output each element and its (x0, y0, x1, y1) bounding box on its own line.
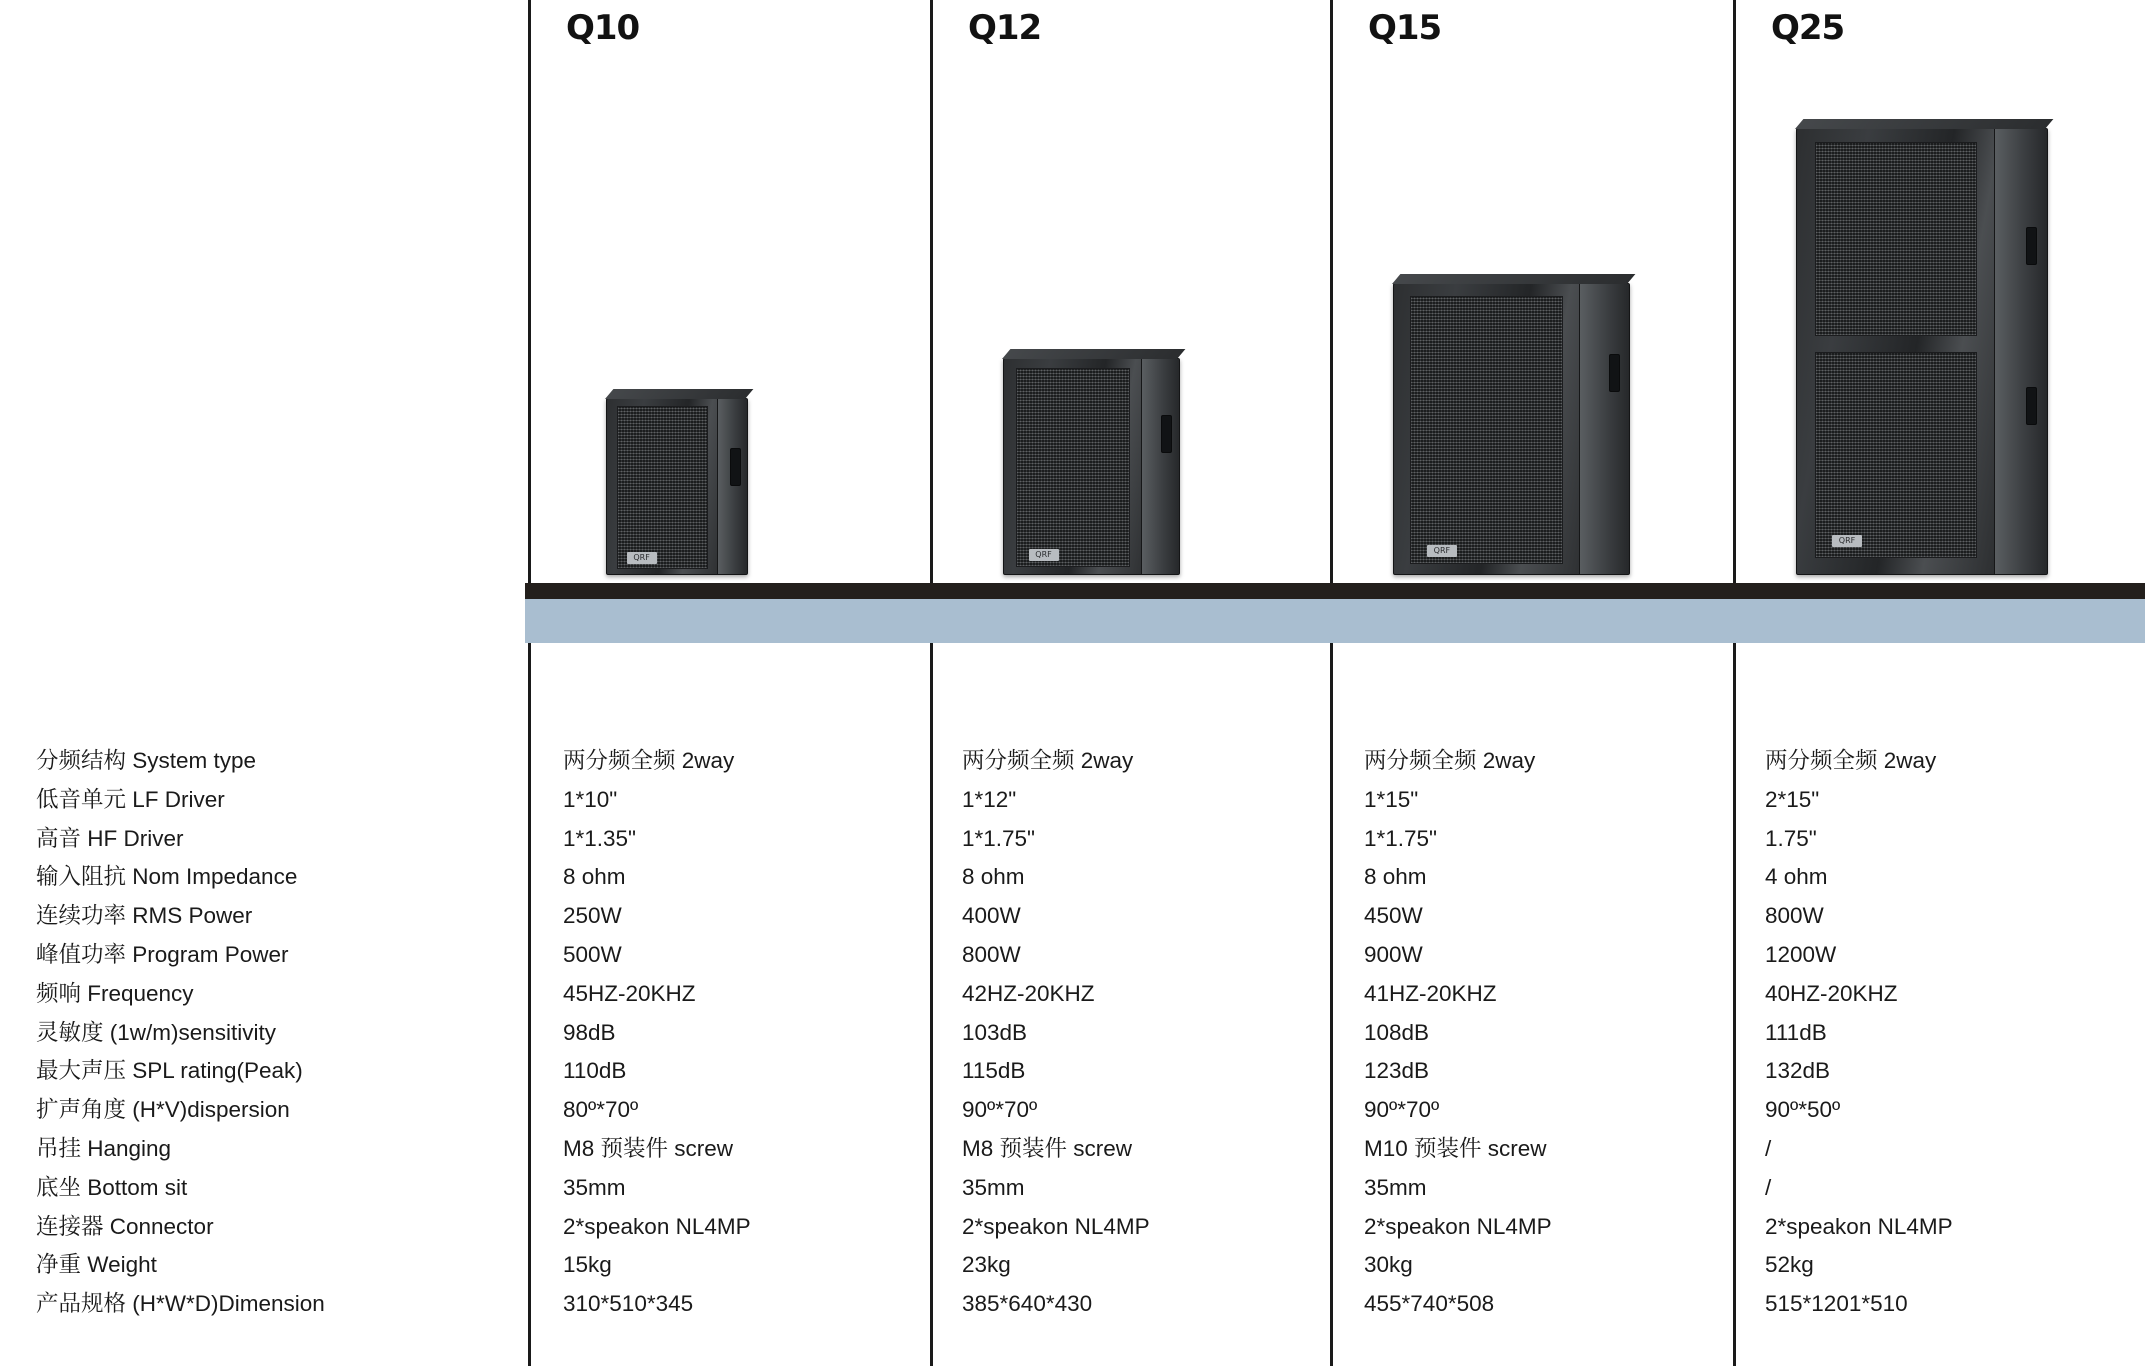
spec-value: 1*10" (563, 786, 618, 812)
spec-value: 1*1.75" (962, 825, 1036, 851)
spec-value: 4 ohm (1765, 864, 1828, 890)
spec-value: 2*15" (1765, 786, 1820, 812)
spec-value: 455*740*508 (1364, 1291, 1495, 1317)
spec-value: M8 预装件 screw (563, 1135, 734, 1161)
spec-value: 1*1.75" (1364, 825, 1438, 851)
spec-label: 扩声角度 (H*V)dispersion (36, 1097, 290, 1123)
product-column-q10 (531, 0, 930, 583)
spec-label: 最大声压 SPL rating(Peak) (36, 1058, 303, 1084)
speaker-cabinet (606, 398, 748, 575)
spec-label: 灵敏度 (1w/m)sensitivity (36, 1019, 277, 1045)
speaker-handle-lower (2026, 387, 2037, 425)
speaker-handle (730, 448, 741, 486)
spec-value-column-q10 (563, 742, 923, 1324)
spec-value: M10 预装件 screw (1364, 1135, 1547, 1161)
spec-label: 产品规格 (H*W*D)Dimension (36, 1291, 325, 1317)
product-column-q15 (1333, 0, 1733, 583)
brand-logo: QRF (1029, 549, 1059, 561)
spec-value: 80º*70º (563, 1097, 639, 1123)
speaker-illustration-q15 (1393, 283, 1628, 573)
model-name-q15: Q15 (1368, 8, 1442, 48)
spec-value-column-q25 (1765, 742, 2135, 1324)
spec-value: 250W (563, 903, 622, 929)
spec-label: 底坐 Bottom sit (36, 1174, 188, 1200)
spec-label: 连接器 Connector (36, 1213, 214, 1239)
brand-logo: QRF (1832, 535, 1862, 547)
spec-value: 1200W (1765, 941, 1837, 967)
product-column-q12 (933, 0, 1330, 583)
speaker-handle-upper (2026, 227, 2037, 265)
dark-divider-bar (525, 583, 2145, 599)
spec-label: 吊挂 Hanging (36, 1135, 172, 1161)
spec-value: 2*speakon NL4MP (1364, 1213, 1552, 1239)
speaker-top-face (1795, 119, 2053, 129)
speaker-side-panel (1994, 129, 2048, 574)
model-name-q10: Q10 (566, 8, 640, 48)
spec-label: 峰值功率 Program Power (36, 941, 289, 967)
spec-value: 515*1201*510 (1765, 1291, 1908, 1317)
brand-logo: QRF (1427, 545, 1457, 557)
speaker-side-panel (1579, 284, 1629, 574)
product-image-q25 (1736, 63, 2145, 583)
spec-value: 90º*70º (962, 1097, 1038, 1123)
product-column-q25 (1736, 0, 2145, 583)
speaker-grille (1016, 368, 1130, 568)
speaker-cabinet (1393, 283, 1630, 575)
spec-value: 110dB (563, 1058, 627, 1084)
speaker-handle (1609, 354, 1620, 392)
speaker-top-face (1002, 349, 1185, 359)
spec-value: 385*640*430 (962, 1291, 1093, 1317)
product-image-q15 (1333, 63, 1733, 583)
spec-value: 两分频全频 2way (1765, 748, 1937, 773)
spec-value: 310*510*345 (563, 1291, 694, 1317)
spec-label: 高音 HF Driver (36, 825, 184, 851)
spec-label: 连续功率 RMS Power (36, 903, 253, 929)
spec-value: 41HZ-20KHZ (1364, 980, 1497, 1006)
spec-label: 低音单元 LF Driver (36, 786, 225, 812)
spec-label: 净重 Weight (36, 1252, 157, 1278)
speaker-grille-upper (1815, 142, 1977, 335)
spec-label: 分频结构 System type (36, 748, 257, 773)
model-name-q12: Q12 (968, 8, 1042, 48)
speaker-illustration-q12 (1003, 358, 1178, 573)
speaker-grille (617, 406, 709, 569)
spec-value: / (1765, 1174, 1772, 1200)
spec-value: 42HZ-20KHZ (962, 980, 1095, 1006)
spec-value: 1*12" (962, 786, 1017, 812)
spec-value: 35mm (1364, 1174, 1427, 1200)
spec-value: 8 ohm (563, 864, 626, 890)
spec-value: 90º*70º (1364, 1097, 1440, 1123)
spec-value: 8 ohm (1364, 864, 1427, 890)
spec-value: 1*1.35" (563, 825, 637, 851)
speaker-grille-lower (1815, 352, 1977, 559)
spec-value: 98dB (563, 1019, 616, 1045)
spec-value: 23kg (962, 1252, 1011, 1278)
spec-value: 15kg (563, 1252, 612, 1278)
spec-value: 800W (962, 941, 1021, 967)
spec-value: 123dB (1364, 1058, 1430, 1084)
spec-value: 2*speakon NL4MP (962, 1213, 1150, 1239)
spec-label: 输入阻抗 Nom Impedance (36, 864, 298, 890)
model-name-q25: Q25 (1771, 8, 1845, 48)
spec-value: 500W (563, 941, 622, 967)
spec-value: 1*15" (1364, 786, 1419, 812)
spec-value: 108dB (1364, 1019, 1430, 1045)
spec-value: 52kg (1765, 1252, 1814, 1278)
speaker-handle (1161, 415, 1172, 453)
spec-value: 35mm (962, 1174, 1025, 1200)
blue-band (525, 599, 2145, 643)
spec-value: 800W (1765, 903, 1824, 929)
spec-value: 132dB (1765, 1058, 1831, 1084)
spec-value: 两分频全频 2way (1364, 748, 1536, 773)
speaker-top-face (605, 389, 753, 399)
spec-label-column (36, 742, 506, 1324)
spec-value: 两分频全频 2way (563, 748, 735, 773)
spec-value: 900W (1364, 941, 1423, 967)
spec-value: 115dB (962, 1058, 1026, 1084)
speaker-cabinet (1796, 128, 2048, 575)
product-image-q12 (933, 63, 1330, 583)
spec-value: 35mm (563, 1174, 626, 1200)
spec-value: 45HZ-20KHZ (563, 980, 696, 1006)
spec-value: 400W (962, 903, 1021, 929)
speaker-illustration-q25 (1796, 128, 2046, 573)
speaker-illustration-q10 (606, 398, 746, 573)
product-image-q10 (531, 63, 930, 583)
spec-value: 2*speakon NL4MP (563, 1213, 751, 1239)
spec-value: 8 ohm (962, 864, 1025, 890)
speaker-side-panel (717, 399, 747, 574)
spec-label: 频响 Frequency (36, 980, 194, 1006)
spec-value: 111dB (1765, 1019, 1827, 1045)
speaker-grille (1410, 296, 1562, 565)
spec-value: 450W (1364, 903, 1423, 929)
brand-logo: QRF (627, 552, 657, 564)
spec-value: 90º*50º (1765, 1097, 1841, 1123)
spec-value: 40HZ-20KHZ (1765, 980, 1898, 1006)
spec-value-column-q12 (962, 742, 1322, 1324)
spec-value: 30kg (1364, 1252, 1413, 1278)
speaker-side-panel (1141, 359, 1179, 574)
spec-value-column-q15 (1364, 742, 1724, 1324)
spec-value: M8 预装件 screw (962, 1135, 1133, 1161)
speaker-cabinet (1003, 358, 1180, 575)
spec-value: 1.75" (1765, 825, 1817, 851)
spec-value: / (1765, 1135, 1772, 1161)
speaker-top-face (1392, 274, 1635, 284)
spec-value: 103dB (962, 1019, 1028, 1045)
spec-value: 两分频全频 2way (962, 748, 1134, 773)
spec-value: 2*speakon NL4MP (1765, 1213, 1953, 1239)
